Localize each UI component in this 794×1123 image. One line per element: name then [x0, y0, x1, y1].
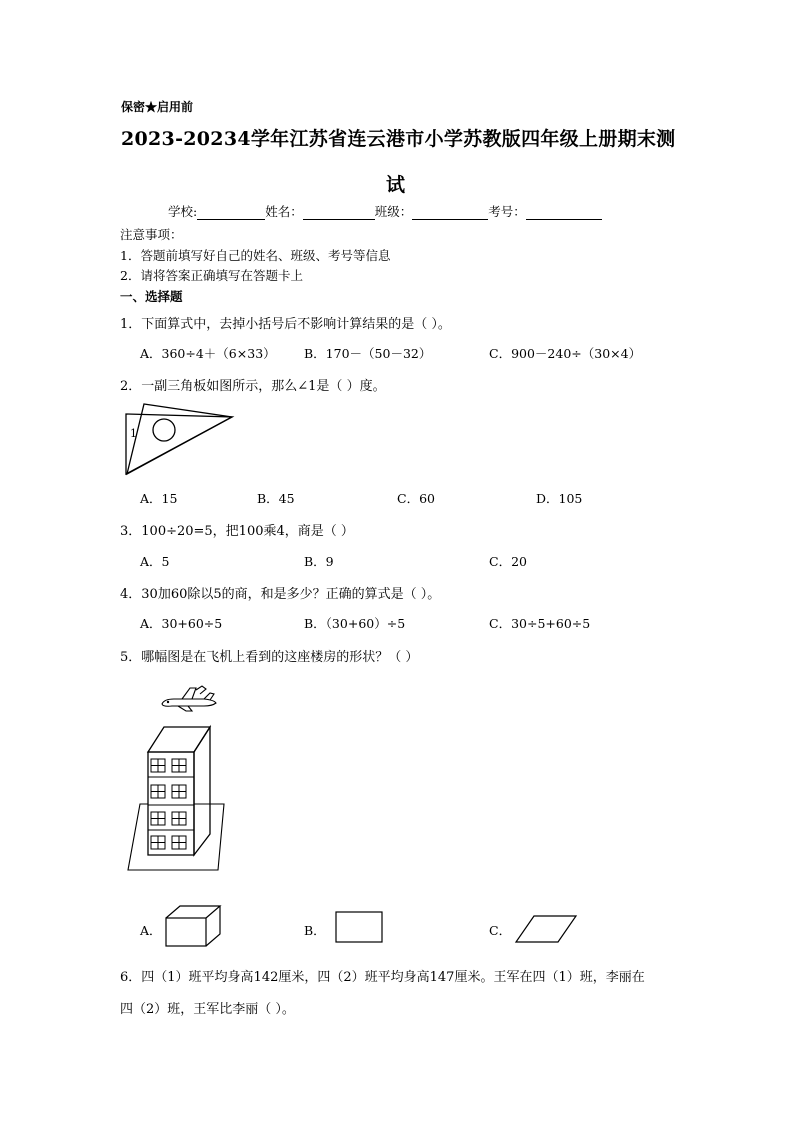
page-title: 2023-20234学年江苏省连云港市小学苏教版四年级上册期末测 — [121, 128, 676, 150]
question-4-option-c[interactable]: C．30÷5+60÷5 — [489, 616, 591, 631]
question-5-option-b[interactable]: B． — [304, 923, 326, 938]
option-c-parallelogram-figure[interactable] — [514, 914, 578, 944]
notice-item: 2．请将答案正确填写在答题卡上 — [120, 268, 303, 283]
school-blank[interactable] — [197, 206, 265, 220]
school-label: 学校: — [168, 204, 198, 219]
question-5-stem: 5．哪幅图是在飞机上看到的这座楼房的形状？（ ） — [120, 650, 419, 665]
confidential-mark: 保密★启用前 — [121, 100, 194, 114]
student-info-fields — [168, 202, 602, 220]
class-label: 班级： — [374, 204, 413, 219]
question-6-stem: 6．四（1）班平均身高142厘米，四（2）班平均身高147厘米。王军在四（1）班，李丽在 — [120, 970, 645, 985]
question-2-option-c[interactable]: C．60 — [397, 491, 435, 506]
angle-1-label: 1 — [130, 427, 137, 440]
question-4-option-b[interactable]: B．（30+60）÷5 — [304, 616, 406, 631]
question-2-stem: 2．一副三角板如图所示，那么∠1是（ ）度。 — [120, 379, 386, 394]
question-2-option-d[interactable]: D．105 — [536, 491, 583, 506]
class-blank[interactable] — [412, 206, 488, 220]
name-label: 姓名： — [265, 204, 303, 219]
question-3-stem: 3．100÷20=5，把100乘4，商是（ ） — [120, 524, 354, 539]
question-4-stem: 4．30加60除以5的商，和是多少？正确的算式是（ ）。 — [120, 587, 441, 602]
question-1-stem: 1．下面算式中，去掉小括号后不影响计算结果的是（ ）。 — [120, 317, 451, 332]
question-4-option-a[interactable]: A．30+60÷5 — [140, 616, 223, 631]
question-5-option-c[interactable]: C． — [489, 923, 512, 938]
name-blank[interactable] — [303, 206, 375, 220]
set-square-figure — [122, 402, 237, 477]
question-1-option-c[interactable]: C．900－240÷（30×4） — [489, 346, 642, 361]
option-a-cuboid-figure[interactable] — [164, 904, 222, 948]
question-2-option-a[interactable]: A．15 — [140, 491, 178, 506]
page-title-continued: 试 — [386, 174, 406, 196]
option-b-rectangle-figure[interactable] — [334, 910, 384, 944]
exam-no-blank[interactable] — [526, 206, 602, 220]
exam-no-label: 考号： — [488, 204, 526, 219]
airplane-icon — [160, 684, 220, 714]
question-5-option-a[interactable]: A． — [140, 923, 162, 938]
question-3-option-c[interactable]: C．20 — [489, 554, 527, 569]
question-6-stem-continued: 四（2）班，王军比李丽（ ）。 — [120, 1002, 295, 1017]
question-1-option-a[interactable]: A．360÷4＋（6×33） — [140, 346, 276, 361]
section-heading: 一、选择题 — [120, 289, 183, 304]
question-1-option-b[interactable]: B．170－（50－32） — [304, 346, 432, 361]
building-figure — [128, 724, 238, 872]
question-2-option-b[interactable]: B．45 — [257, 491, 295, 506]
question-3-option-a[interactable]: A．5 — [140, 554, 170, 569]
question-3-option-b[interactable]: B．9 — [304, 554, 334, 569]
notice-heading: 注意事项： — [120, 227, 183, 242]
notice-item: 1．答题前填写好自己的姓名、班级、考号等信息 — [120, 248, 391, 263]
